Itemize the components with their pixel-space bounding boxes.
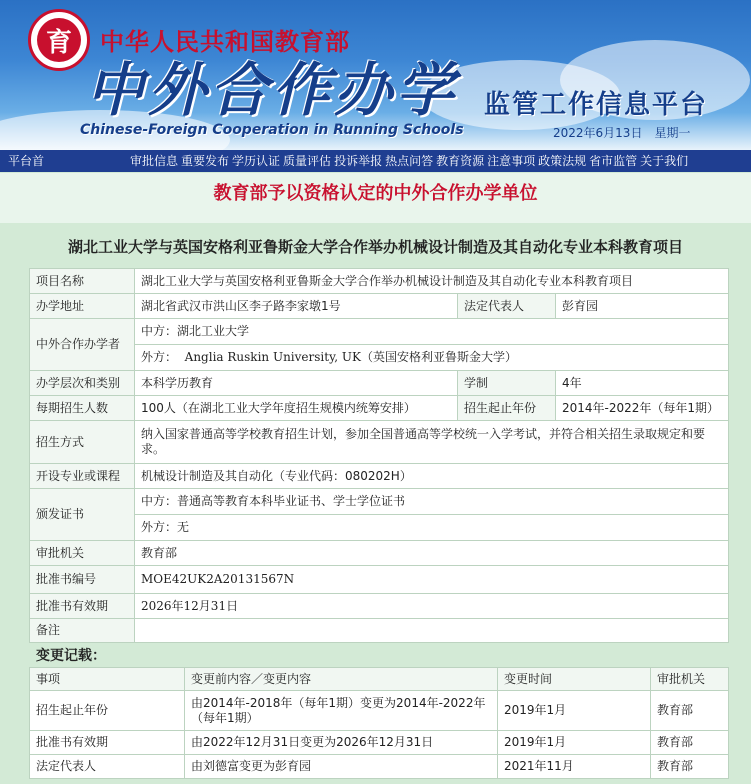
change-time: 2019年1月 bbox=[498, 731, 651, 755]
address-label: 办学地址 bbox=[30, 294, 135, 319]
cert-cn: 中方：普通高等教育本科毕业证书、学士学位证书 bbox=[141, 494, 406, 508]
party-foreign-prefix: 外方： bbox=[141, 350, 178, 364]
nav-link-faq[interactable]: 热点问答 bbox=[385, 154, 434, 168]
main-nav bbox=[0, 150, 751, 172]
table-row bbox=[30, 489, 729, 541]
nav-link-certification[interactable]: 学历认证 bbox=[232, 154, 281, 168]
party-foreign bbox=[135, 344, 728, 370]
nav-links bbox=[130, 150, 691, 172]
parties-label: 中外合作办学者 bbox=[30, 319, 135, 371]
emblem-glyph: 育 bbox=[37, 18, 81, 62]
table-row bbox=[30, 731, 729, 755]
method-value: 纳入国家普通高等学校教育招生计划，参加全国普通高等学校统一入学考试，并符合相关招生录取规定和要求。 bbox=[135, 421, 729, 464]
legal-rep-label: 法定代表人 bbox=[458, 294, 556, 319]
platform-name: 监管工作信息平台 bbox=[484, 90, 709, 120]
name-value: 湖北工业大学与英国安格利亚鲁斯金大学合作举办机械设计制造及其自动化专业本科教育项目 bbox=[135, 269, 729, 294]
change-item: 招生起止年份 bbox=[30, 691, 185, 731]
changes-table bbox=[29, 667, 729, 779]
note-value bbox=[135, 619, 729, 643]
approval-no-value: MOE42UK2A20131567N bbox=[135, 566, 729, 594]
table-row bbox=[30, 371, 729, 396]
table-row bbox=[30, 566, 729, 594]
nav-link-quality[interactable]: 质量评估 bbox=[283, 154, 332, 168]
change-authority: 教育部 bbox=[651, 731, 729, 755]
changes-title: 变更记载： bbox=[36, 648, 106, 664]
approval-valid-label: 批准书有效期 bbox=[30, 594, 135, 619]
nav-link-announcements[interactable]: 重要发布 bbox=[181, 154, 230, 168]
nav-link-resources[interactable]: 教育资源 bbox=[436, 154, 485, 168]
table-row bbox=[30, 294, 729, 319]
ministry-name: 中华人民共和国教育部 bbox=[100, 28, 350, 56]
major-value: 机械设计制造及其自动化（专业代码：080202H） bbox=[135, 464, 729, 489]
approval-valid-value: 2026年12月31日 bbox=[135, 594, 729, 619]
table-row bbox=[30, 396, 729, 421]
address-value: 湖北省武汉市洪山区李子路李家墩1号 bbox=[135, 294, 458, 319]
current-date: 2022年6月13日 星期一 bbox=[553, 126, 691, 140]
change-authority: 教育部 bbox=[651, 691, 729, 731]
site-title: 中外合作办学 bbox=[86, 56, 459, 124]
authority-value: 教育部 bbox=[135, 541, 729, 566]
major-label: 开设专业或课程 bbox=[30, 464, 135, 489]
cert-foreign: 外方：无 bbox=[135, 514, 728, 540]
table-row bbox=[30, 319, 729, 371]
change-item: 批准书有效期 bbox=[30, 731, 185, 755]
project-info-table bbox=[29, 268, 729, 643]
change-content: 由2014年-2018年（每年1期）变更为2014年-2022年（每年1期） bbox=[185, 691, 498, 731]
method-label: 招生方式 bbox=[30, 421, 135, 464]
col-header-authority: 审批机关 bbox=[651, 668, 729, 691]
nav-link-approval[interactable]: 审批信息 bbox=[130, 154, 179, 168]
ministry-emblem-icon bbox=[28, 9, 90, 71]
cert-label: 颁发证书 bbox=[30, 489, 135, 541]
enroll-label: 每期招生人数 bbox=[30, 396, 135, 421]
change-time: 2019年1月 bbox=[498, 691, 651, 731]
name-label: 项目名称 bbox=[30, 269, 135, 294]
change-content: 由2022年12月31日变更为2026年12月31日 bbox=[185, 731, 498, 755]
page-heading: 教育部予以资格认定的中外合作办学单位 bbox=[0, 173, 751, 223]
table-row bbox=[30, 541, 729, 566]
duration-value: 4年 bbox=[556, 371, 729, 396]
nav-link-complaints[interactable]: 投诉举报 bbox=[334, 154, 383, 168]
table-row bbox=[30, 269, 729, 294]
level-label: 办学层次和类别 bbox=[30, 371, 135, 396]
table-row bbox=[30, 691, 729, 731]
level-value: 本科学历教育 bbox=[135, 371, 458, 396]
change-time: 2021年11月 bbox=[498, 755, 651, 779]
table-header-row bbox=[30, 668, 729, 691]
enroll-value: 100人（在湖北工业大学年度招生规模内统筹安排） bbox=[135, 396, 458, 421]
table-row bbox=[30, 619, 729, 643]
nav-link-notices[interactable]: 注意事项 bbox=[487, 154, 536, 168]
project-title: 湖北工业大学与英国安格利亚鲁斯金大学合作举办机械设计制造及其自动化专业本科教育项目 bbox=[67, 238, 683, 256]
enroll-years-value: 2014年-2022年（每年1期） bbox=[556, 396, 729, 421]
nav-link-about[interactable]: 关于我们 bbox=[640, 154, 689, 168]
site-title-en: Chinese-Foreign Cooperation in Running Schools bbox=[80, 122, 464, 138]
table-row bbox=[30, 755, 729, 779]
cert-value bbox=[135, 489, 729, 541]
table-row bbox=[30, 421, 729, 464]
col-header-time: 变更时间 bbox=[498, 668, 651, 691]
change-content: 由刘德富变更为彭育园 bbox=[185, 755, 498, 779]
approval-no-label: 批准书编号 bbox=[30, 566, 135, 594]
change-authority: 教育部 bbox=[651, 755, 729, 779]
table-row bbox=[30, 464, 729, 489]
duration-label: 学制 bbox=[458, 371, 556, 396]
enroll-years-label: 招生起止年份 bbox=[458, 396, 556, 421]
nav-link-policies[interactable]: 政策法规 bbox=[538, 154, 587, 168]
change-item: 法定代表人 bbox=[30, 755, 185, 779]
authority-label: 审批机关 bbox=[30, 541, 135, 566]
party-cn: 中方：湖北工业大学 bbox=[141, 324, 250, 338]
col-header-item: 事项 bbox=[30, 668, 185, 691]
legal-rep-value: 彭育园 bbox=[556, 294, 729, 319]
parties-value bbox=[135, 319, 729, 371]
party-foreign-en: Anglia Ruskin University, UK bbox=[184, 350, 361, 364]
table-row bbox=[30, 594, 729, 619]
nav-link-provincial[interactable]: 省市监管 bbox=[589, 154, 638, 168]
party-foreign-cn: （英国安格利亚鲁斯金大学） bbox=[360, 350, 517, 364]
note-label: 备注 bbox=[30, 619, 135, 643]
col-header-content: 变更前内容／变更内容 bbox=[185, 668, 498, 691]
header-banner bbox=[0, 0, 751, 150]
nav-home-link[interactable]: 平台首 bbox=[8, 154, 45, 168]
